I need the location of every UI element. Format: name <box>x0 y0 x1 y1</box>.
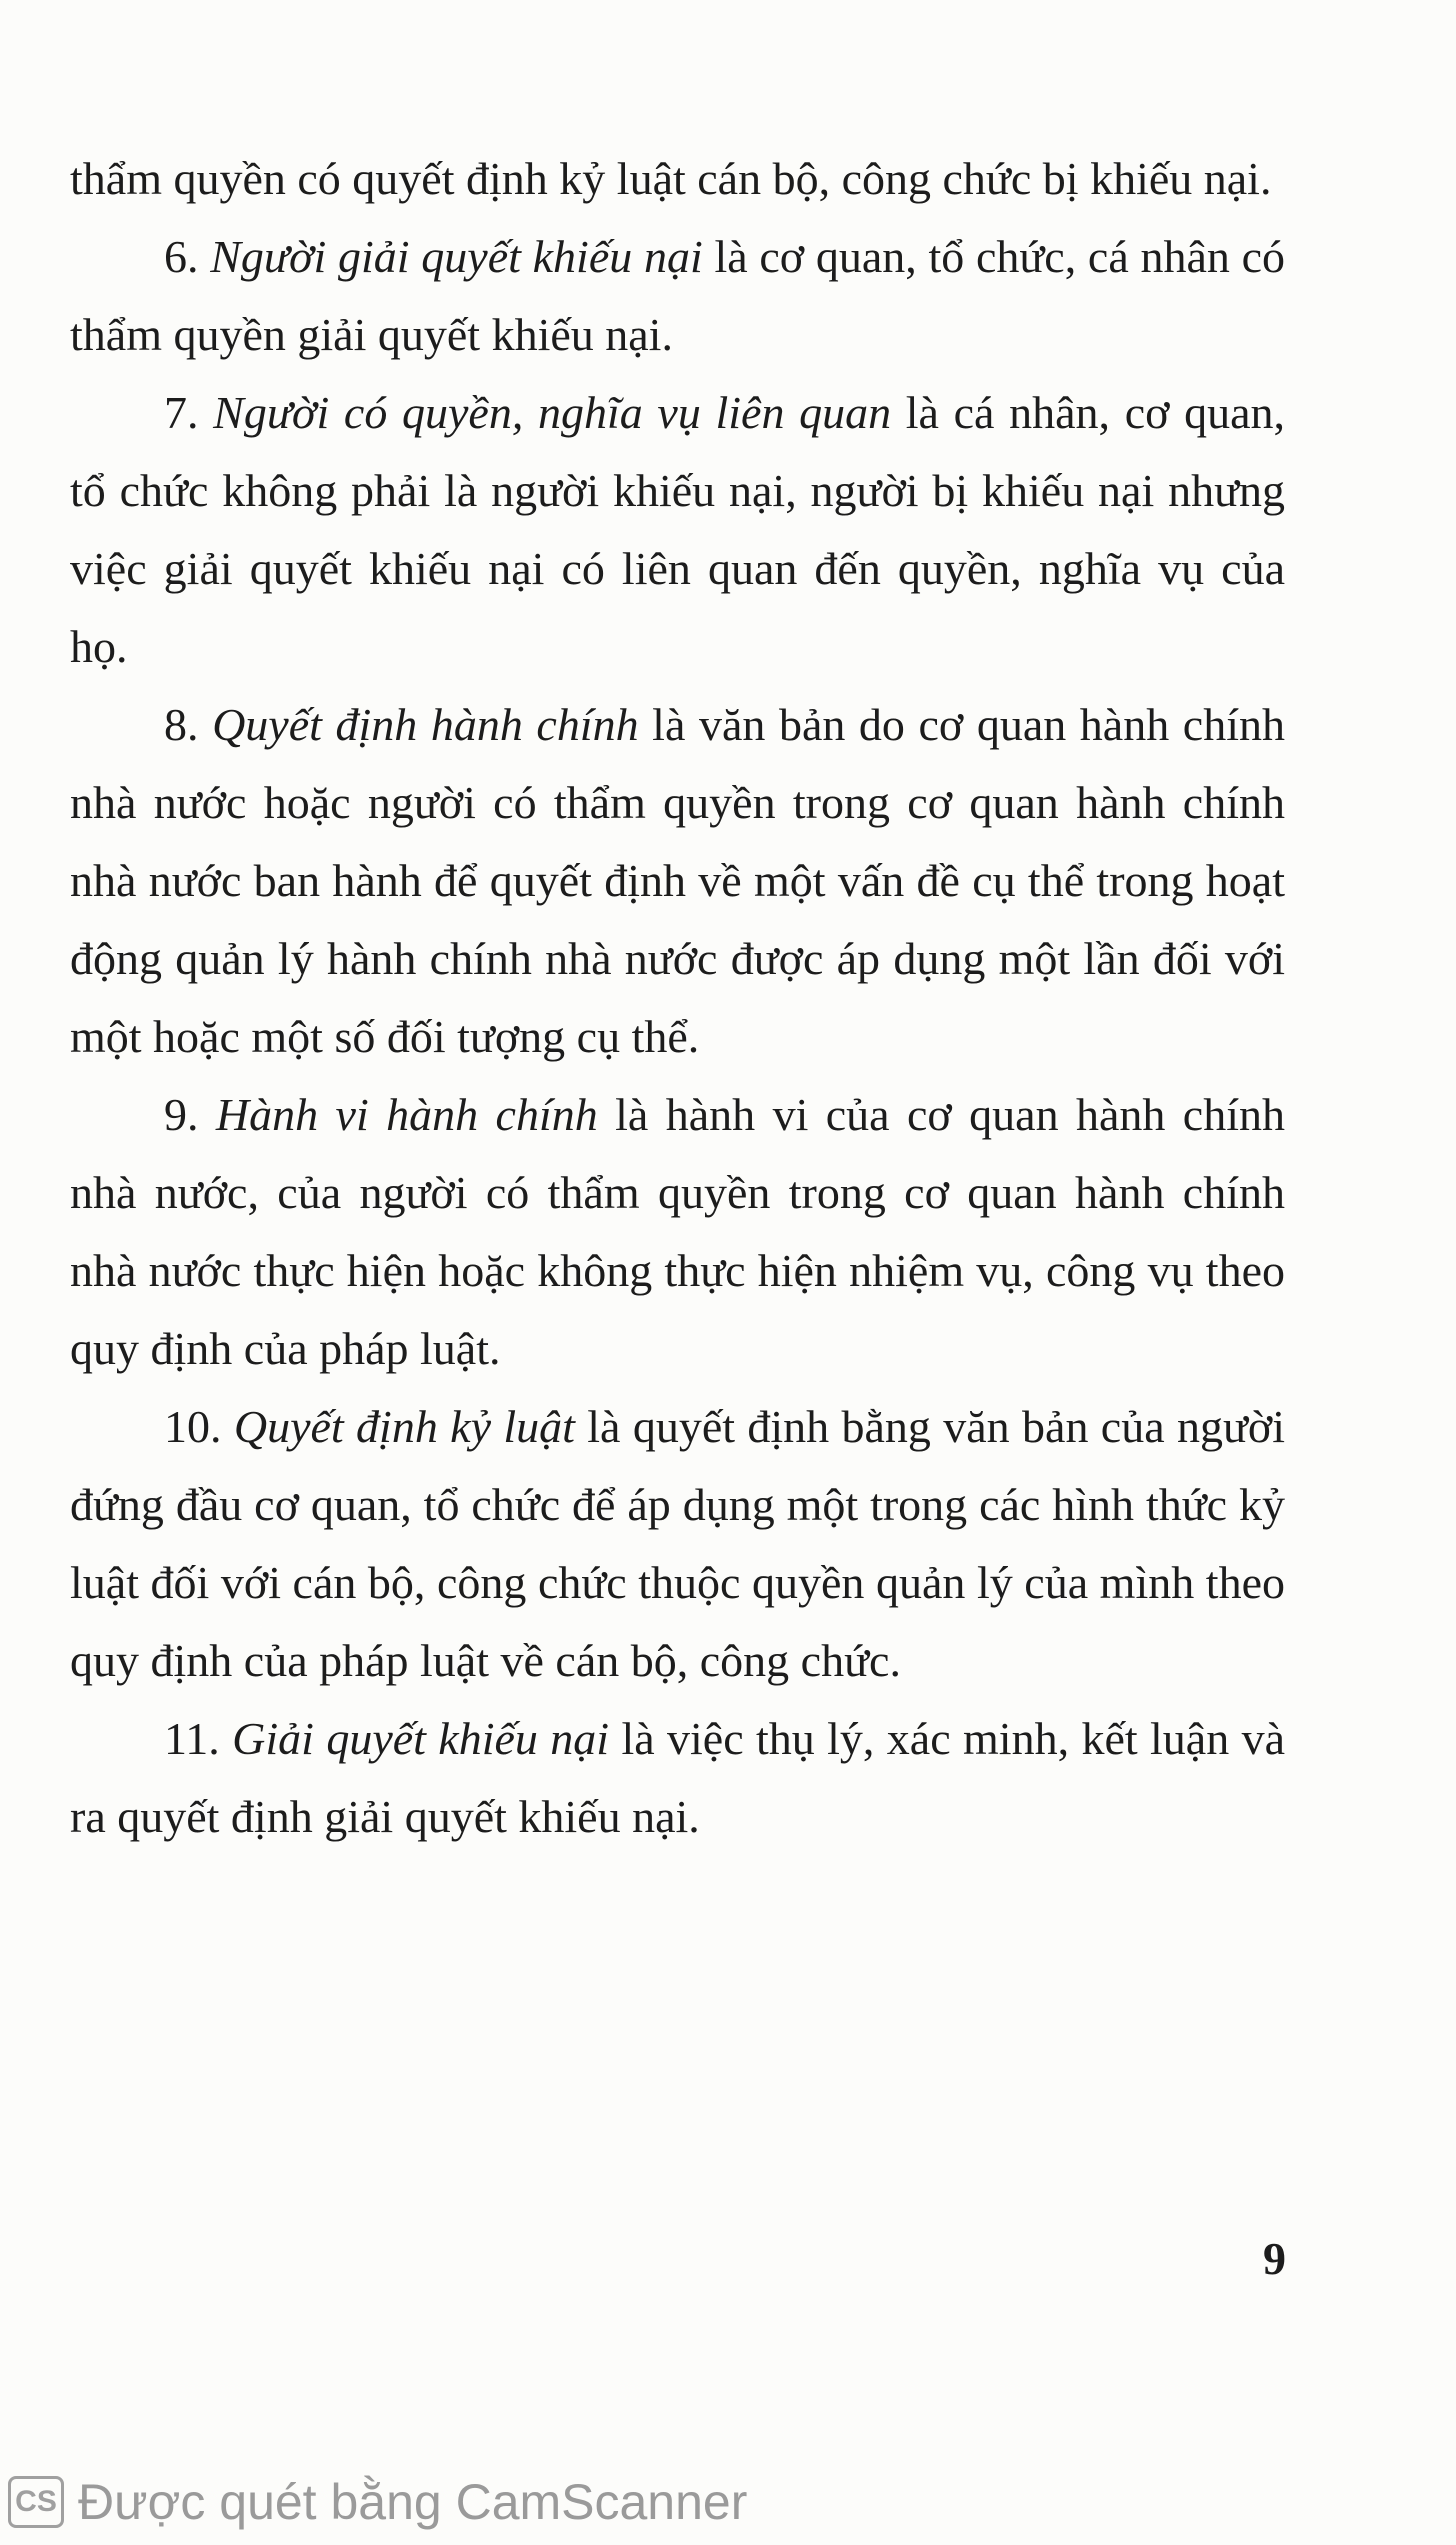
definition-text: là cá nhân, cơ quan, tổ chức không phải là người khiếu nại, người bị khiếu nại nhưng việc giải quyết khiếu nại có liên quan đến quyền, nghĩa vụ của họ. <box>70 387 1286 672</box>
definition-10 <box>70 1388 1285 1700</box>
definition-number: 9. <box>164 1089 199 1140</box>
definition-text: là quyết định bằng văn bản của người đứng đầu cơ quan, tổ chức để áp dụng một trong các hình thức kỷ luật đối với cán bộ, công chức thuộc quyền quản lý của mình theo quy định của pháp luật về cán bộ, công chức. <box>70 1401 1286 1686</box>
definition-text: là hành vi của cơ quan hành chính nhà nước, của người có thẩm quyền trong cơ quan hành chính nhà nước thực hiện hoặc không thực hiện nhiệm vụ, công vụ theo quy định của pháp luật. <box>70 1089 1285 1374</box>
definition-6 <box>70 218 1285 374</box>
camscanner-watermark <box>8 2472 747 2532</box>
camscanner-logo-icon: CS <box>8 2476 64 2528</box>
definition-number: 6. <box>164 231 199 282</box>
definition-text: là việc thụ lý, xác minh, kết luận và ra quyết định giải quyết khiếu nại. <box>70 1713 1285 1842</box>
page-body <box>70 140 1285 1856</box>
definition-text: là cơ quan, tổ chức, cá nhân có thẩm quyền giải quyết khiếu nại. <box>70 231 1286 360</box>
definition-term: Quyết định hành chính <box>212 699 639 750</box>
camscanner-label: Được quét bằng CamScanner <box>78 2474 748 2530</box>
definition-9 <box>70 1076 1285 1388</box>
definition-number: 7. <box>164 387 199 438</box>
definition-term: Giải quyết khiếu nại <box>232 1713 610 1764</box>
definition-term: Quyết định kỷ luật <box>233 1401 575 1452</box>
definition-8 <box>70 686 1285 1076</box>
definition-term: Người có quyền, nghĩa vụ liên quan <box>213 387 892 438</box>
definition-term: Hành vi hành chính <box>215 1089 598 1140</box>
continuation-paragraph: thẩm quyền có quyết định kỷ luật cán bộ, công chức bị khiếu nại. <box>70 153 1272 204</box>
definition-7 <box>70 374 1285 686</box>
definition-term: Người giải quyết khiếu nại <box>210 231 703 282</box>
definition-text: là văn bản do cơ quan hành chính nhà nước hoặc người có thẩm quyền trong cơ quan hành chính nhà nước ban hành để quyết định về một vấn đề cụ thể trong hoạt động quản lý hành chính nhà nước được áp dụng một lần đối với một hoặc một số đối tượng cụ thể. <box>70 699 1285 1062</box>
definition-number: 10. <box>164 1401 222 1452</box>
page-number: 9 <box>1263 2233 1286 2284</box>
definition-number: 11. <box>164 1713 220 1764</box>
definition-11 <box>70 1700 1285 1856</box>
definition-number: 8. <box>164 699 199 750</box>
